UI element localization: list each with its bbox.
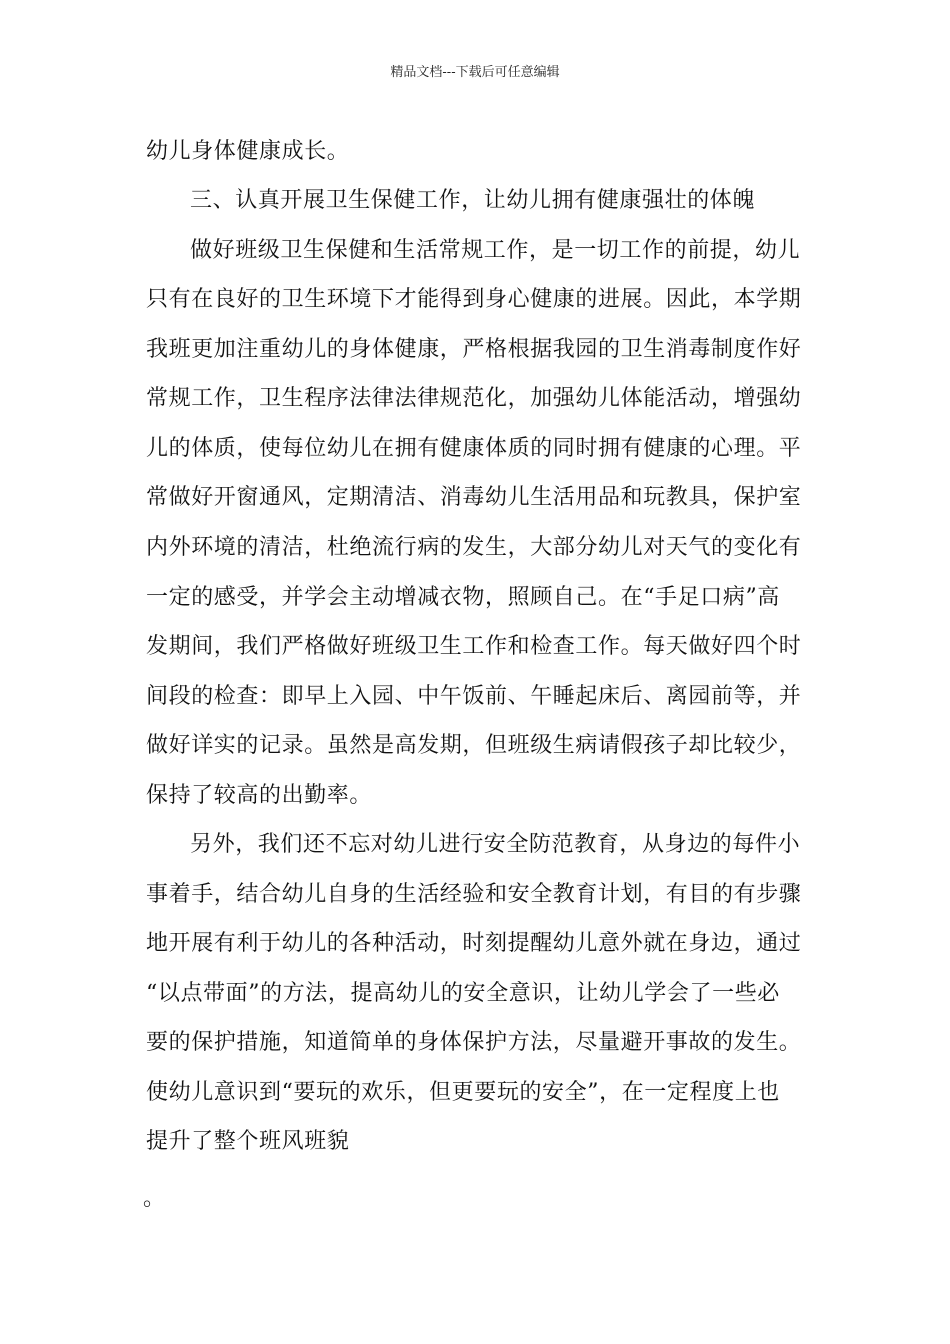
text-line: 做好详实的记录。虽然是高发期，但班级生病请假孩子却比较少， [146,733,802,758]
text-line: 提升了整个班风班貌 [146,1129,350,1154]
page-header: 精品文档---下载后可任意编辑 [390,65,560,80]
text-line: “以点带面”的方法，提高幼儿的安全意识，让幼儿学会了一些必 [146,981,780,1006]
text-line: 只有在良好的卫生环境下才能得到身心健康的进展。因此，本学期 [146,287,802,312]
text-line: 另外，我们还不忘对幼儿进行安全防范教育，从身边的每件小 [190,832,801,857]
text-line: 事着手，结合幼儿自身的生活经验和安全教育计划，有目的有步骤 [146,882,802,907]
text-line: 内外环境的清洁，杜绝流行病的发生，大部分幼儿对天气的变化有 [146,535,802,560]
text-line: 做好班级卫生保健和生活常规工作，是一切工作的前提，幼儿 [190,238,801,263]
text-line: 常规工作，卫生程序法律法律规范化，加强幼儿体能活动，增强幼 [146,386,802,411]
text-line: 保持了较高的出勤率。 [146,783,373,808]
section-heading: 三、认真开展卫生保健工作，让幼儿拥有健康强壮的体魄 [190,188,756,213]
text-line: 要的保护措施，知道简单的身体保护方法，尽量避开事故的发生。 [146,1030,802,1055]
text-line: 一定的感受，并学会主动增减衣物，照顾自己。在“手足口病”高 [146,585,780,610]
text-line: 我班更加注重幼儿的身体健康，严格根据我园的卫生消毒制度作好 [146,337,802,362]
text-line: 使幼儿意识到“要玩的欢乐，但更要玩的安全”，在一定程度上也 [146,1080,780,1105]
text-line: 间段的检查：即早上入园、中午饭前、午睡起床后、离园前等，并 [146,684,802,709]
text-line: 幼儿身体健康成长。 [146,139,350,164]
trailing-punctuation: 。 [143,1186,166,1211]
text-line: 地开展有利于幼儿的各种活动，时刻提醒幼儿意外就在身边，通过 [146,931,802,956]
text-line: 常做好开窗通风，定期清洁、消毒幼儿生活用品和玩教具，保护室 [146,485,802,510]
text-line: 发期间，我们严格做好班级卫生工作和检查工作。每天做好四个时 [146,634,802,659]
text-line: 儿的体质，使每位幼儿在拥有健康体质的同时拥有健康的心理。平 [146,436,802,461]
